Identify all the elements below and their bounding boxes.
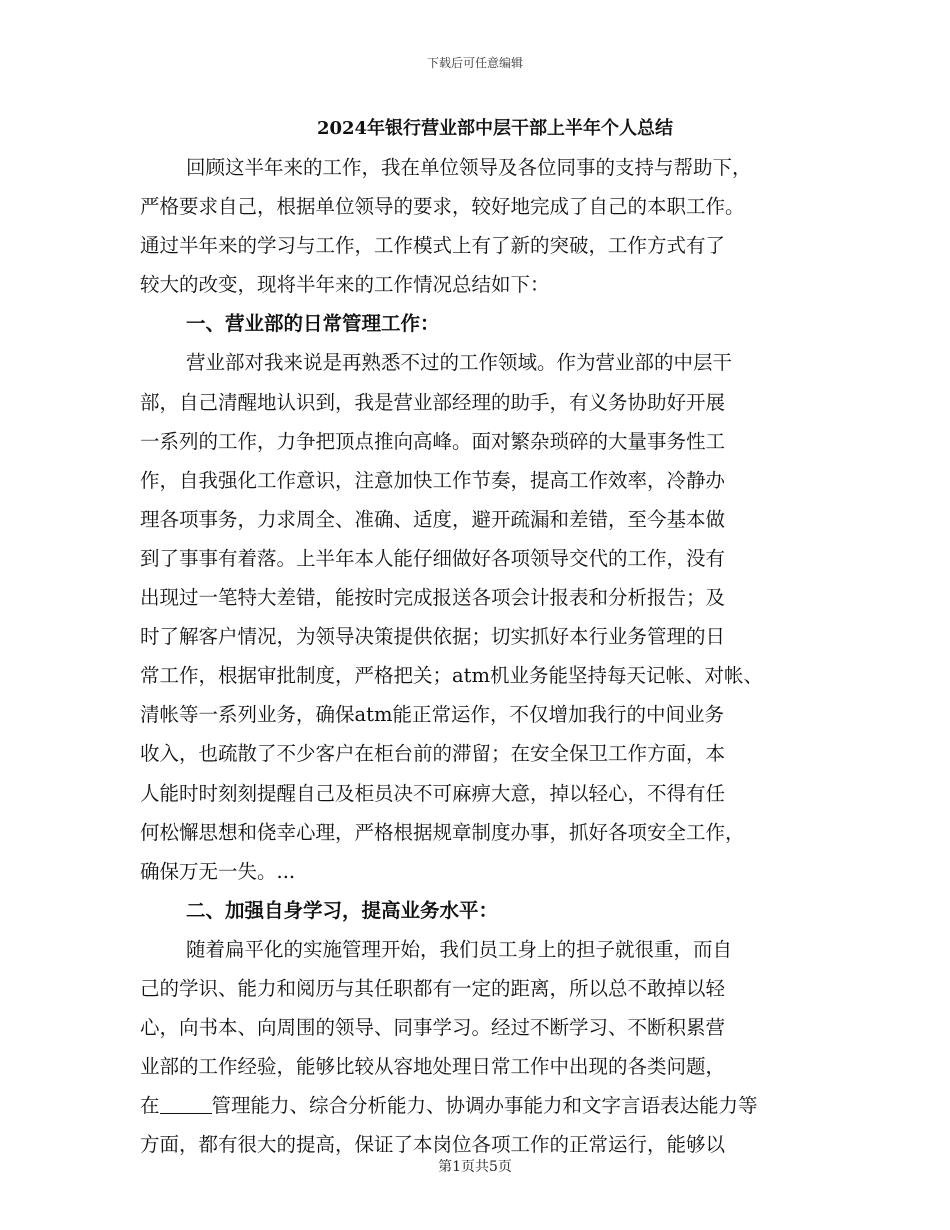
paragraph-line: 回顾这半年来的工作，我在单位领导及各位同事的支持与帮助下， xyxy=(186,156,752,179)
document-body xyxy=(140,110,830,1164)
paragraph-line: 心，向书本、向周围的领导、同事学习。经过不断学习、不断积累营 xyxy=(140,1016,726,1040)
paragraph-line: 人能时时刻刻提醒自己及柜员决不可麻痹大意，掉以轻心，不得有任 xyxy=(140,781,726,805)
paragraph-line-with-blank xyxy=(140,1086,830,1125)
paragraph-line: 较大的改变，现将半年来的工作情况总结如下： xyxy=(140,273,550,297)
paragraph-line: 何松懈思想和侥幸心理，严格根据规章制度办事，抓好各项安全工作， xyxy=(140,820,745,844)
paragraph-line: 己的学识、能力和阅历与其任职都有一定的距离，所以总不敢掉以轻 xyxy=(140,976,726,1000)
paragraph-line: 时了解客户情况，为领导决策提供依据；切实抓好本行业务管理的日 xyxy=(140,625,726,649)
header-note: 下载后可任意编辑 xyxy=(426,56,523,70)
fill-in-blank xyxy=(160,1089,212,1114)
paragraph-line: 营业部对我来说是再熟悉不过的工作领域。作为营业部的中层干 xyxy=(186,351,733,375)
paragraph-line: 业部的工作经验，能够比较从容地处理日常工作中出现的各类问题， xyxy=(140,1055,726,1079)
paragraph-line: 随着扁平化的实施管理开始，我们员工身上的担子就很重，而自 xyxy=(186,937,733,961)
paragraph-line: 一系列的工作，力争把顶点推向高峰。面对繁杂琐碎的大量事务性工 xyxy=(140,429,726,453)
paragraph-line: 常工作，根据审批制度，严格把关；atm机业务能坚持每天记帐、对帐、 xyxy=(140,664,763,688)
section-1-paragraph xyxy=(140,343,830,890)
paragraph-line: 清帐等一系列业务，确保atm能正常运作，不仅增加我行的中间业务 xyxy=(140,703,724,727)
section-2-paragraph xyxy=(140,930,830,1165)
paragraph-line: 方面，都有很大的提高，保证了本岗位各项工作的正常运行，能够以 xyxy=(140,1133,726,1157)
document-title: 2024年银行营业部中层干部上半年个人总结 xyxy=(316,118,674,139)
paragraph-line: 部，自己清醒地认识到，我是营业部经理的助手，有义务协助好开展 xyxy=(140,390,726,414)
paragraph-line: 到了事事有着落。上半年本人能仔细做好各项领导交代的工作，没有 xyxy=(140,546,726,570)
blank-line-prefix: 在 xyxy=(140,1094,160,1118)
page-footer: 第1页共5页 xyxy=(438,1159,512,1175)
paragraph-line: 通过半年来的学习与工作，工作模式上有了新的突破，工作方式有了 xyxy=(140,234,726,258)
paragraph-line: 严格要求自己，根据单位领导的要求，较好地完成了自己的本职工作。 xyxy=(140,195,745,219)
section-heading-1: 一、营业部的日常管理工作： xyxy=(186,312,440,336)
paragraph-line: 作，自我强化工作意识，注意加快工作节奏，提高工作效率，冷静办 xyxy=(140,468,726,492)
section-heading-2: 二、加强自身学习，提高业务水平： xyxy=(186,898,499,922)
intro-paragraph xyxy=(140,148,830,304)
paragraph-line: 出现过一笔特大差错，能按时完成报送各项会计报表和分析报告；及 xyxy=(140,586,726,610)
paragraph-line: 收入，也疏散了不少客户在柜台前的滞留；在安全保卫工作方面，本 xyxy=(140,742,726,766)
blank-line-suffix: 管理能力、综合分析能力、协调办事能力和文字言语表达能力等 xyxy=(211,1094,758,1118)
paragraph-line: 理各项事务，力求周全、准确、适度，避开疏漏和差错，至今基本做 xyxy=(140,507,726,531)
paragraph-line: 确保万无一失。... xyxy=(140,859,296,883)
